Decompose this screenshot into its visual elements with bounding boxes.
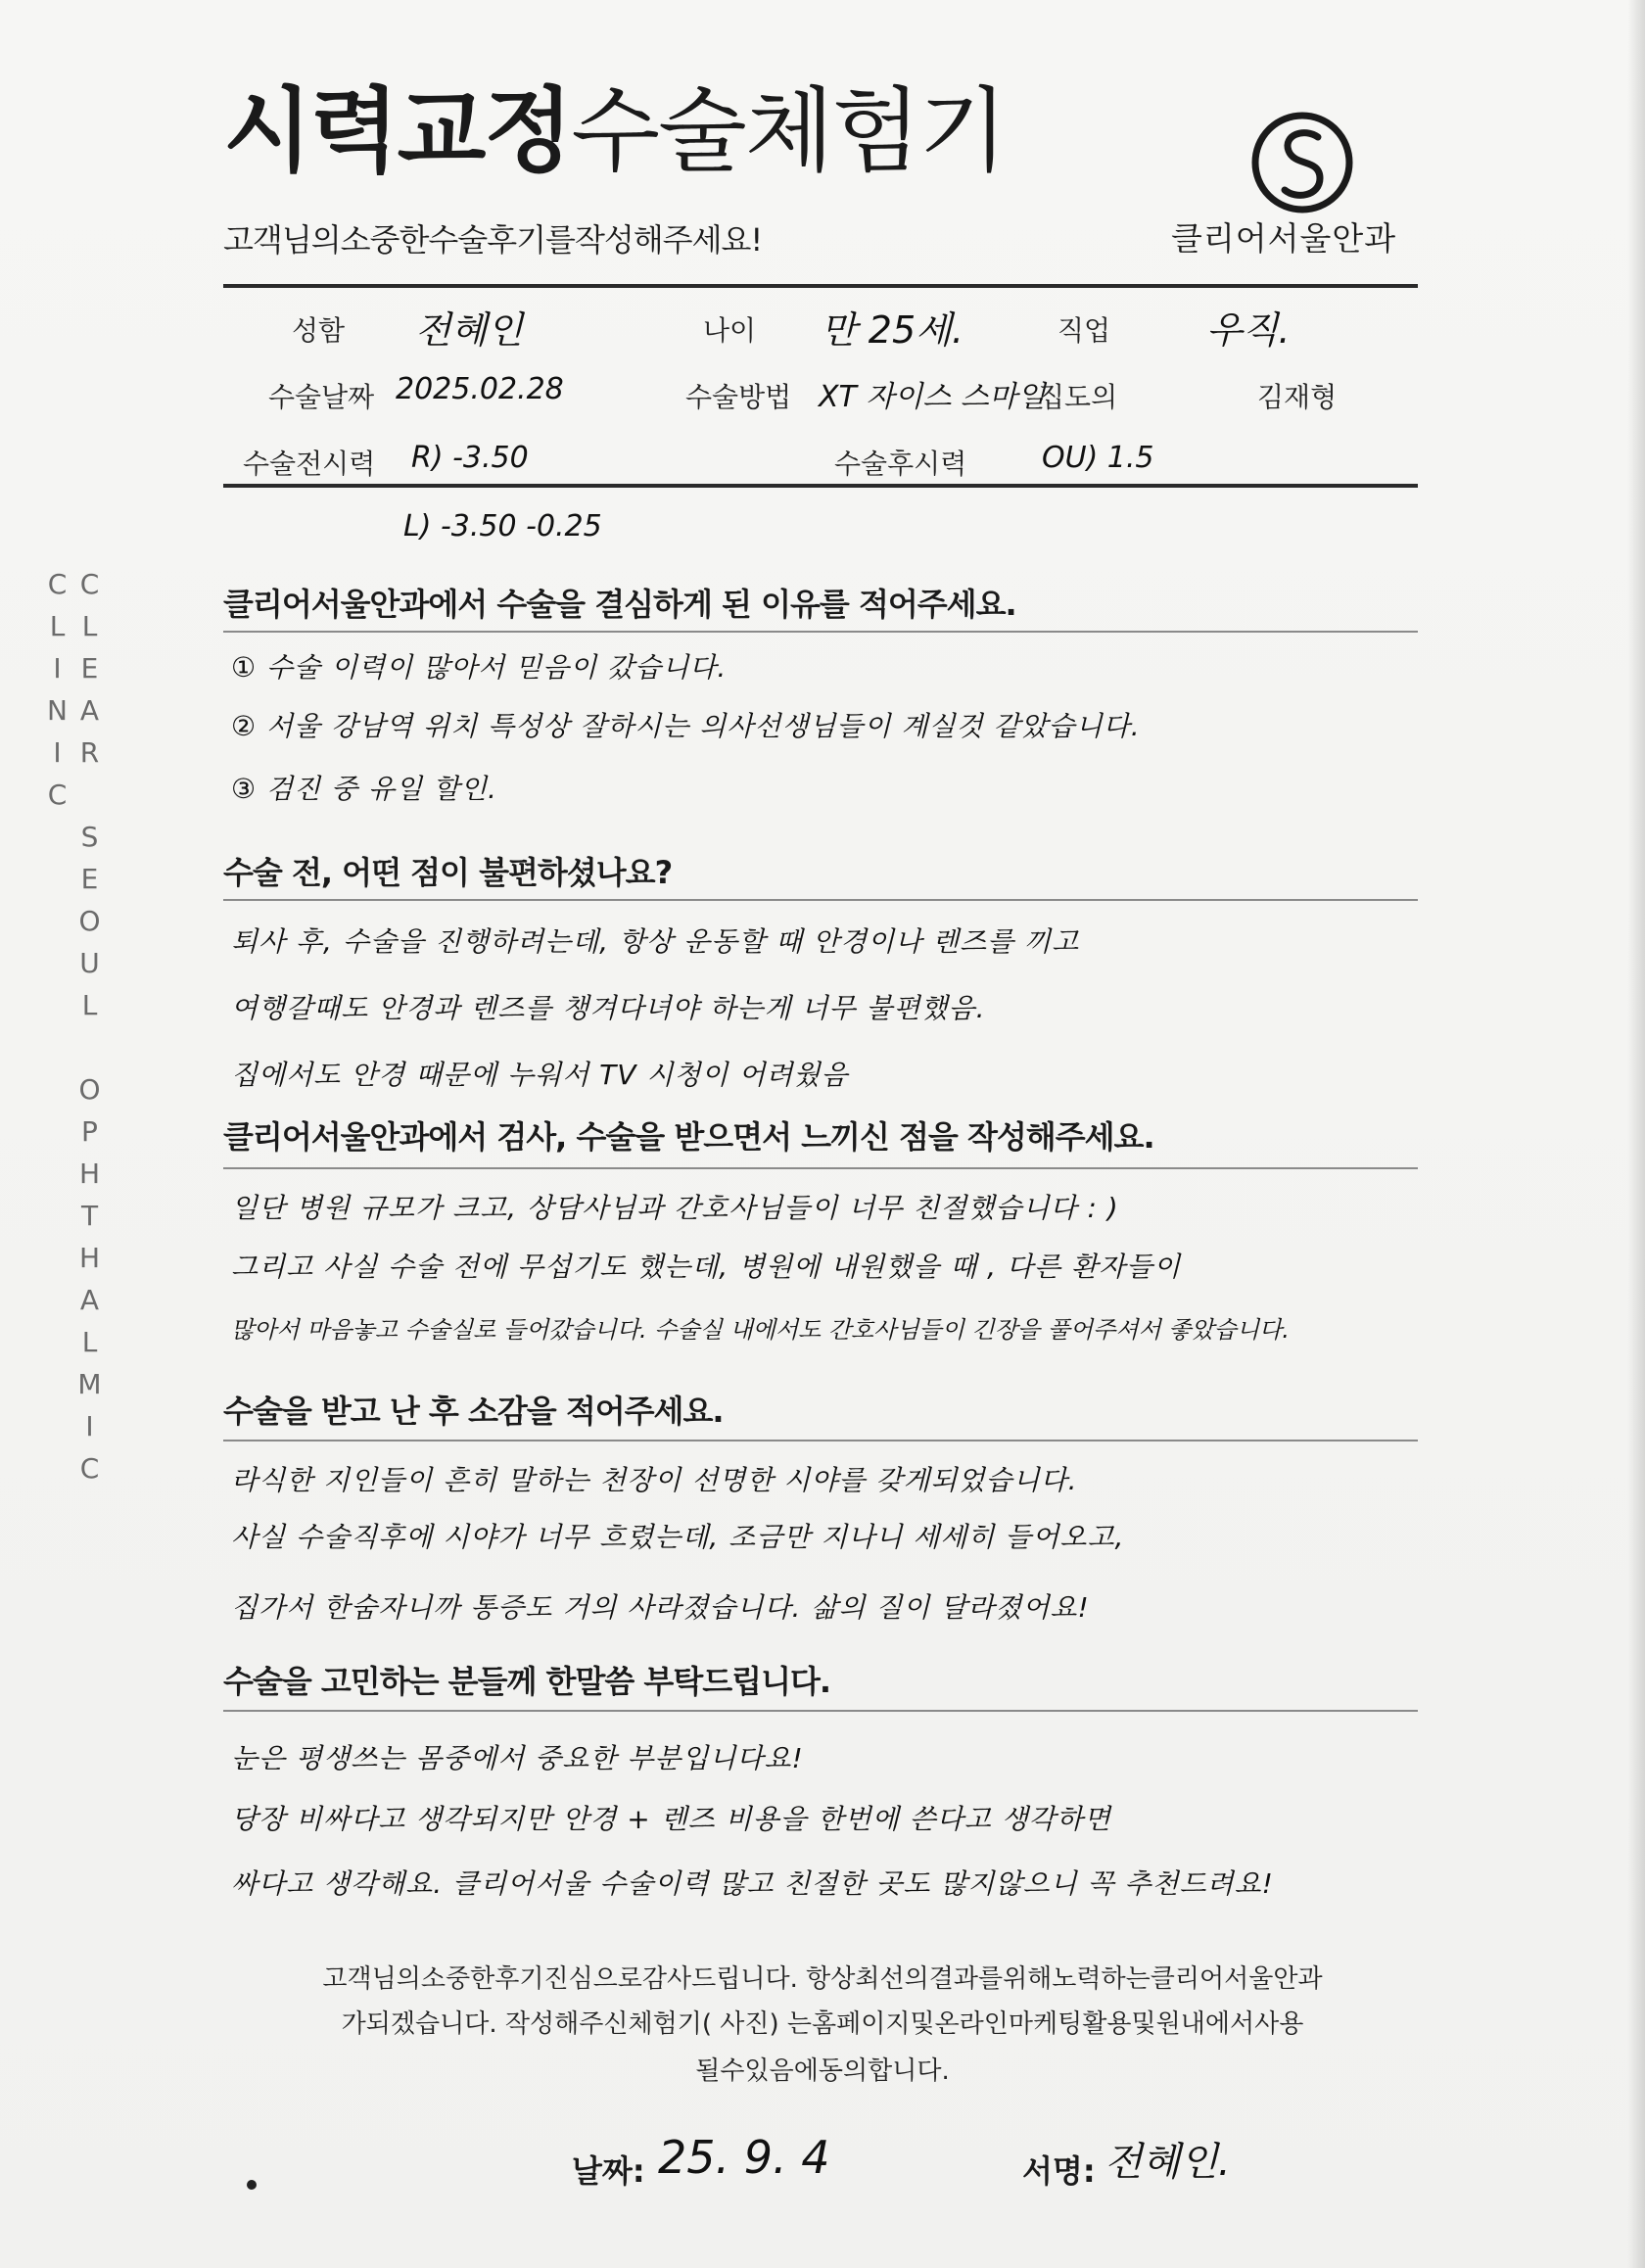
answer-5-line-2: 당장 비싸다고 생각되지만 안경 + 렌즈 비용을 한번에 쓴다고 생각하면	[231, 1803, 1111, 1835]
answer-3-line-3: 많아서 마음놓고 수술실로 들어갔습니다. 수술실 내에서도 간호사님들이 긴장을 풀어주셔서 좋았습니다.	[231, 1316, 1290, 1344]
answer-4-line-2: 사실 수술직후에 시야가 너무 흐렸는데, 조금만 지나니 세세히 들어오고,	[231, 1521, 1125, 1553]
doctor-value: 김재형	[1257, 381, 1338, 413]
date-label: 수술날짜	[268, 381, 375, 413]
answer-4-line-3: 집가서 한숨자니까 통증도 거의 사라졌습니다. 삶의 질이 달라졌어요!	[231, 1591, 1090, 1624]
footer-line-3: 될수있음에동의합니다.	[695, 2056, 950, 2086]
answer-1-line-3: ③ 검진 중 유일 할인.	[231, 773, 497, 805]
title-light: 수술체험기	[571, 78, 1007, 185]
method-label: 수술방법	[685, 381, 792, 413]
answer-2-line-3: 집에서도 안경 때문에 누워서 TV 시청이 어려웠음	[231, 1059, 849, 1091]
question-5-rule	[223, 1710, 1418, 1712]
signature-label: 서명:	[1022, 2152, 1096, 2190]
question-1-rule	[223, 631, 1418, 633]
answer-2-line-2: 여행갈때도 안경과 렌즈를 챙겨다녀야 하는게 너무 불편했음.	[231, 992, 986, 1024]
question-4: 수술을 받고 난 후 소감을 적어주세요.	[223, 1393, 724, 1430]
post-vision-label: 수술후시력	[834, 448, 967, 480]
answer-2-line-1: 퇴사 후, 수술을 진행하려는데, 항상 운동할 때 안경이나 렌즈를 끼고	[231, 925, 1080, 958]
bullet-dot	[247, 2180, 257, 2190]
age-value: 만 25세.	[821, 308, 964, 352]
footer-line-2: 가되겠습니다. 작성해주신체험기( 사진) 는홈페이지및온라인마케팅활용및원내에서사용	[341, 2009, 1304, 2039]
job-label: 직업	[1058, 314, 1111, 347]
question-2-rule	[223, 899, 1418, 901]
name-value: 전혜인	[415, 308, 524, 352]
question-1: 클리어서울안과에서 수술을 결심하게 된 이유를 적어주세요.	[223, 586, 1016, 623]
info-top-rule	[223, 284, 1418, 288]
page-subtitle: 고객님의소중한수술후기를작성해주세요!	[223, 221, 763, 259]
answer-5-line-1: 눈은 평생쓰는 몸중에서 중요한 부분입니다요!	[231, 1742, 804, 1774]
answer-3-line-2: 그리고 사실 수술 전에 무섭기도 했는데, 병원에 내원했을 때 , 다른 환자들이	[231, 1251, 1182, 1283]
footer-line-1: 고객님의소중한후기진심으로감사드립니다. 항상최선의결과를위해노력하는클리어서울안과	[322, 1964, 1323, 1994]
answer-5-line-3: 싸다고 생각해요. 클리어서울 수술이력 많고 친절한 곳도 많지않으니 꼭 추천드려요!	[231, 1867, 1274, 1900]
question-2: 수술 전, 어떤 점이 불편하셨나요?	[223, 854, 673, 891]
question-4-rule	[223, 1440, 1418, 1441]
job-value: 우직.	[1206, 308, 1291, 352]
question-5: 수술을 고민하는 분들께 한말씀 부탁드립니다.	[223, 1663, 831, 1700]
answer-1-line-1: ① 수술 이력이 많아서 믿음이 갔습니다.	[231, 651, 728, 684]
pre-vision-right: R) -3.50	[411, 441, 529, 475]
post-vision-value: OU) 1.5	[1042, 441, 1154, 475]
question-3-rule	[223, 1167, 1418, 1169]
clinic-name: 클리어서울안과	[1171, 219, 1397, 258]
date-field-label: 날짜:	[572, 2152, 645, 2190]
side-brand-text: CLEAR SEOUL OPHTHALMIC CLINIC	[41, 568, 106, 1494]
title-bold: 시력교정	[223, 78, 572, 185]
page-edge-shadow	[1627, 0, 1645, 2268]
clinic-logo-icon	[1249, 110, 1355, 215]
method-value: XT 자이스 스마일	[819, 380, 1046, 414]
question-3: 클리어서울안과에서 검사, 수술을 받으면서 느끼신 점을 작성해주세요.	[223, 1118, 1154, 1156]
signature-value: 전혜인.	[1104, 2140, 1231, 2185]
answer-3-line-1: 일단 병원 규모가 크고, 상담사님과 간호사님들이 너무 친절했습니다 : )	[231, 1192, 1119, 1224]
doctor-label: 집도의	[1038, 381, 1118, 413]
page-title	[223, 78, 1007, 185]
date-field-value: 25. 9. 4	[658, 2131, 830, 2184]
answer-1-line-2: ② 서울 강남역 위치 특성상 잘하시는 의사선생님들이 계실것 같았습니다.	[231, 710, 1141, 742]
answer-4-line-1: 라식한 지인들이 흔히 말하는 천장이 선명한 시야를 갖게되었습니다.	[231, 1464, 1078, 1496]
pre-vision-label: 수술전시력	[243, 448, 376, 480]
date-value: 2025.02.28	[396, 372, 564, 406]
pre-vision-left: L) -3.50 -0.25	[403, 509, 602, 543]
age-label: 나이	[703, 314, 757, 347]
name-label: 성함	[292, 314, 346, 347]
info-bottom-rule	[223, 484, 1418, 488]
